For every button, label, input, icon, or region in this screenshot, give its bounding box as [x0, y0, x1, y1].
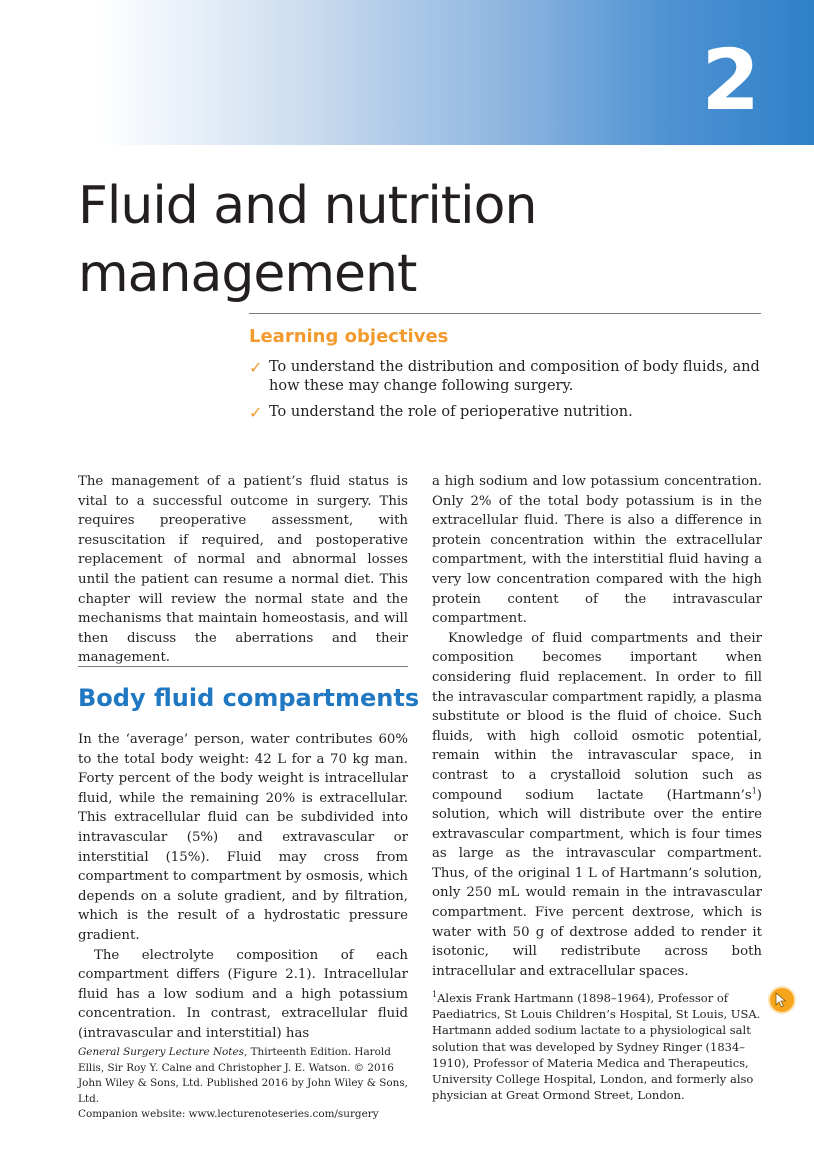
- body-paragraph: [432, 629, 762, 982]
- chapter-title-line1: Fluid and nutrition: [78, 176, 537, 236]
- paragraph-text: ) solution, which will distribute over the entire extravascular compartment, which is four times as large as the intravascular compartment. Thus, of the original 1 L of Hartmann’s solution, only 250 mL would remain in the intravascular compartment. Five percent dextrose, which is water with 50 g of dextrose added to render it isotonic, will redistribute across both intracellular and extracellular spaces.: [432, 787, 762, 979]
- check-icon: ✓: [249, 358, 263, 377]
- chapter-number: 2: [701, 31, 760, 129]
- intro-column: [78, 472, 408, 668]
- footnote-ref[interactable]: 1: [751, 786, 757, 796]
- footnote: [432, 990, 762, 1103]
- book-title: General Surgery Lecture Notes,: [78, 1046, 248, 1058]
- objective-text: To understand the distribution and composition of body fluids, and how these may change following surgery.: [269, 359, 760, 394]
- credits-text: Thirteenth Edition. Harold Ellis, Sir Roy Y. Calne and Christopher J. E. Watson. © 2016 John Wiley & Sons, Ltd. Published 2016 by John Wiley & Sons, Ltd.: [78, 1046, 408, 1105]
- list-item: [249, 358, 761, 396]
- body-paragraph: The electrolyte composition of each compartment differs (Figure 2.1). Intracellular fluid has a low sodium and a high potassium concentration. In contrast, extracellular fluid (intravascular and interstitial) has: [78, 947, 408, 1041]
- footnote-marker: 1: [432, 990, 438, 1000]
- companion-website[interactable]: Companion website: www.lecturenoteseries.com/surgery: [78, 1108, 379, 1120]
- intro-paragraph: The management of a patient’s fluid status is vital to a successful outcome in surgery. This requires preoperative assessment, with resuscitation if required, and postoperative replacement of normal and abnormal losses until the patient can resume a normal diet. This chapter will review the normal state and the mechanisms that maintain homeostasis, and will then discuss the aberrations and their management.: [78, 474, 408, 666]
- publication-credits: [78, 1045, 418, 1123]
- divider: [78, 666, 408, 667]
- section-column: [78, 730, 408, 1044]
- chapter-title-line2: management: [78, 244, 417, 304]
- cursor-pointer-icon[interactable]: [770, 988, 794, 1012]
- check-icon: ✓: [249, 403, 263, 422]
- body-paragraph: a high sodium and low potassium concentration. Only 2% of the total body potassium is in the extracellular fluid. There is also a difference in protein concentration within the extracellular compartment, with the interstitial fluid having a very low concentration compared with the high protein content of the intravascular compartment.: [432, 474, 762, 627]
- paragraph-text: Knowledge of fluid compartments and their composition becomes important when considering fluid replacement. In order to fill the intravascular compartment rapidly, a plasma substitute or blood is the fluid of choice. Such fluids, with high colloid osmotic potential, remain within the intravascular space, in contrast to a crystalloid solution such as compound sodium lactate (Hartmann’s: [432, 630, 762, 803]
- objective-text: To understand the role of perioperative nutrition.: [269, 404, 633, 420]
- learning-objectives-list: [249, 358, 761, 429]
- right-column: [432, 472, 762, 981]
- list-item: [249, 403, 761, 422]
- footnote-text: Alexis Frank Hartmann (1898–1964), Professor of Paediatrics, St Louis Children’s Hospital, St Louis, USA. Hartmann added sodium lactate to a physiological salt solution that was developed by Sydney Ringer (1834–1910), Professor of Materia Medica and Therapeutics, University College Hospital, London, and formerly also physician at Great Ormond Street, London.: [432, 991, 761, 1103]
- chapter-banner: [0, 0, 814, 145]
- learning-objectives-heading: Learning objectives: [249, 326, 449, 347]
- divider: [249, 313, 761, 314]
- section-heading: Body fluid compartments: [78, 684, 420, 712]
- body-paragraph: In the ‘average’ person, water contributes 60% to the total body weight: 42 L for a 70 kg man. Forty percent of the body weight is intracellular fluid, while the remaining 20% is extracellular. This extracellular fluid can be subdivided into intravascular (5%) and extravascular or interstitial (15%). Fluid may cross from compartment to compartment by osmosis, which depends on a solute gradient, and by filtration, which is the result of a hydrostatic pressure gradient.: [78, 732, 408, 943]
- chapter-title: [78, 172, 718, 308]
- cursor-arrow-icon: [775, 992, 789, 1008]
